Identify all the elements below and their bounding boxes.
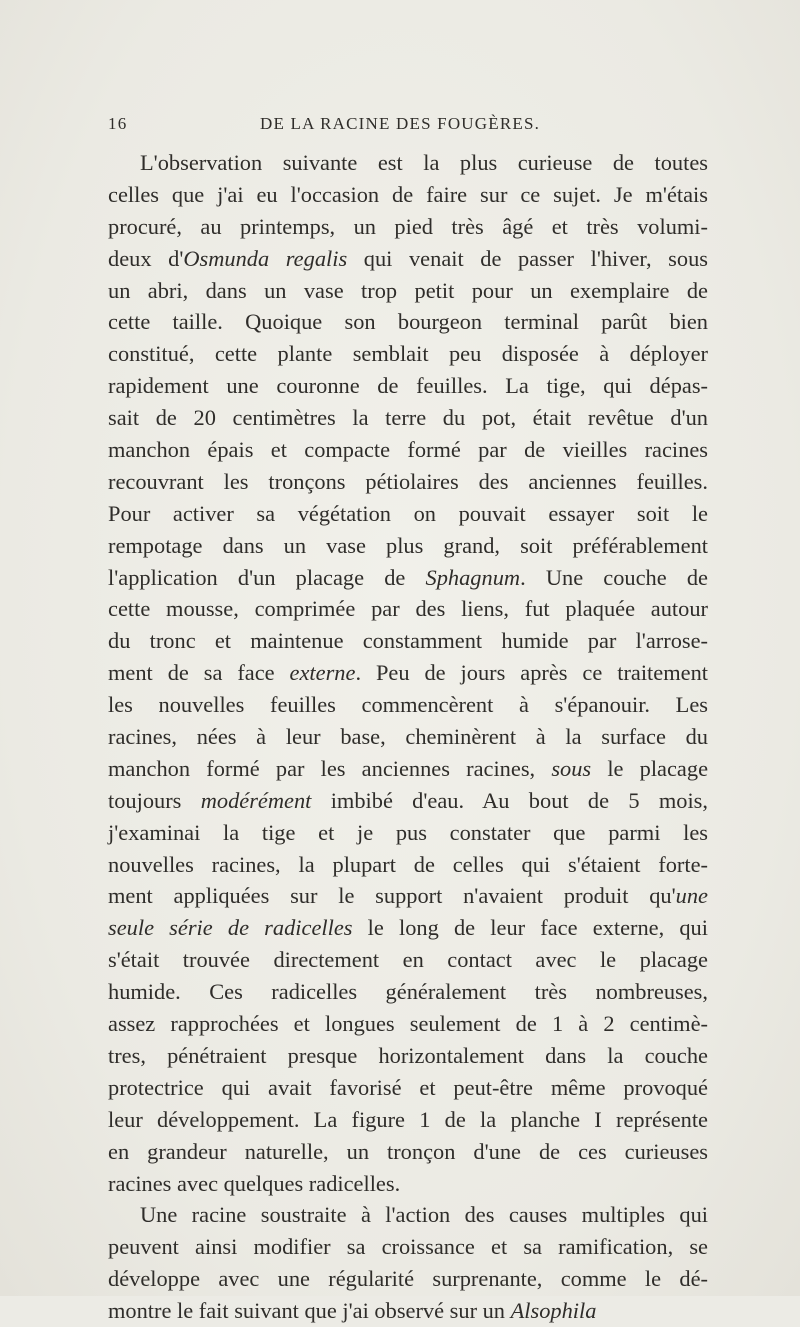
text-run: l'application d'un placage de bbox=[108, 564, 426, 590]
italic-term: une bbox=[675, 883, 708, 909]
text-line bbox=[108, 562, 708, 594]
text-run: les nouvelles feuilles commencèrent à s'épanouir. Les bbox=[108, 692, 708, 718]
text-run: . Peu de jours après ce traitement bbox=[355, 660, 708, 686]
text-line bbox=[108, 1263, 708, 1295]
text-line bbox=[108, 275, 708, 307]
text-line bbox=[108, 657, 708, 689]
text-line bbox=[108, 593, 708, 625]
text-run: imbibé d'eau. Au bout de 5 mois, bbox=[311, 787, 708, 813]
italic-term: externe bbox=[289, 660, 356, 686]
text-line bbox=[108, 625, 708, 657]
text-run: le placage bbox=[591, 755, 709, 781]
text-line bbox=[108, 1295, 708, 1327]
text-run: rapidement une couronne de feuilles. La tige, qui dépas- bbox=[108, 373, 708, 399]
text-run: recouvrant les tronçons pétiolaires des anciennes feuilles. bbox=[108, 468, 708, 494]
italic-term: sous bbox=[551, 755, 592, 781]
text-run: leur développement. La figure 1 de la planche I représente bbox=[108, 1106, 708, 1132]
text-line bbox=[108, 338, 708, 370]
text-line bbox=[108, 402, 708, 434]
text-line bbox=[108, 1072, 708, 1104]
text-run: manchon formé par les anciennes racines, bbox=[108, 755, 552, 781]
text-line bbox=[108, 912, 708, 944]
italic-term: seule série de radicelles bbox=[108, 915, 353, 941]
text-run: cette mousse, comprimée par des liens, fut plaquée autour bbox=[108, 596, 708, 622]
text-run: ment appliquées sur le support n'avaient produit qu' bbox=[108, 883, 676, 909]
text-line bbox=[108, 880, 708, 912]
text-line bbox=[108, 753, 708, 785]
text-run: montre le fait suivant que j'ai observé sur un bbox=[108, 1298, 511, 1324]
text-run: j'examinai la tige et je pus constater que parmi les bbox=[108, 819, 708, 845]
text-run: qui venait de passer l'hiver, sous bbox=[347, 245, 708, 271]
text-line bbox=[108, 243, 708, 275]
page-number: 16 bbox=[108, 114, 128, 133]
text-run: rempotage dans un vase plus grand, soit préférablement bbox=[108, 532, 708, 558]
italic-term: modérément bbox=[200, 787, 312, 813]
text-run: nouvelles racines, la plupart de celles qui s'étaient forte- bbox=[108, 851, 708, 877]
text-line bbox=[108, 689, 708, 721]
text-run: le long de leur face externe, qui bbox=[352, 915, 708, 941]
italic-term: Osmunda regalis bbox=[183, 245, 348, 271]
text-run: manchon épais et compacte formé par de vieilles racines bbox=[108, 437, 708, 463]
text-line bbox=[108, 530, 708, 562]
text-run: développe avec une régularité surprenante, comme le dé- bbox=[108, 1266, 708, 1292]
text-run: en grandeur naturelle, un tronçon d'une de ces curieuses bbox=[108, 1138, 708, 1164]
text-line bbox=[108, 147, 708, 179]
text-line bbox=[108, 976, 708, 1008]
text-line bbox=[108, 1231, 708, 1263]
text-run: sait de 20 centimètres la terre du pot, était revêtue d'un bbox=[108, 405, 708, 431]
text-line bbox=[108, 434, 708, 466]
text-line bbox=[108, 785, 708, 817]
text-line bbox=[108, 849, 708, 881]
text-run: un abri, dans un vase trop petit pour un exemplaire de bbox=[108, 277, 708, 303]
italic-term: Sphagnum bbox=[425, 564, 521, 590]
text-run: humide. Ces radicelles généralement très nombreuses, bbox=[108, 979, 708, 1005]
text-line bbox=[108, 370, 708, 402]
text-line bbox=[108, 1136, 708, 1168]
text-run: s'était trouvée directement en contact avec le placage bbox=[108, 947, 708, 973]
text-line bbox=[108, 944, 708, 976]
paragraph bbox=[108, 147, 708, 1199]
running-header bbox=[108, 114, 708, 138]
text-run: celles que j'ai eu l'occasion de faire sur ce sujet. Je m'étais bbox=[108, 181, 708, 207]
text-run: Pour activer sa végétation on pouvait essayer soit le bbox=[108, 500, 708, 526]
paragraph bbox=[108, 1199, 708, 1327]
text-run: L'observation suivante est la plus curieuse de toutes bbox=[140, 150, 708, 175]
text-run: ment de sa face bbox=[108, 660, 290, 686]
text-run: Une racine soustraite à l'action des causes multiples qui bbox=[140, 1202, 708, 1228]
text-run: deux d' bbox=[108, 245, 184, 271]
italic-term: Alsophila bbox=[510, 1298, 597, 1324]
text-line bbox=[108, 1008, 708, 1040]
text-run: tres, pénétraient presque horizontalement dans la couche bbox=[108, 1042, 708, 1068]
text-run: racines, nées à leur base, cheminèrent à la surface du bbox=[108, 724, 708, 750]
text-run: procuré, au printemps, un pied très âgé et très volumi- bbox=[108, 213, 708, 239]
text-line bbox=[108, 1040, 708, 1072]
text-line bbox=[108, 211, 708, 243]
text-line bbox=[108, 1168, 708, 1200]
text-run: racines avec quelques radicelles. bbox=[108, 1170, 401, 1196]
text-line bbox=[108, 466, 708, 498]
body-text bbox=[108, 147, 708, 1327]
text-line bbox=[108, 817, 708, 849]
text-line bbox=[108, 179, 708, 211]
text-line bbox=[108, 1199, 708, 1231]
text-line bbox=[108, 498, 708, 530]
text-run: assez rapprochées et longues seulement de 1 à 2 centimè- bbox=[108, 1011, 708, 1037]
running-title: DE LA RACINE DES FOUGÈRES. bbox=[260, 114, 541, 133]
text-run: peuvent ainsi modifier sa croissance et sa ramification, se bbox=[108, 1234, 708, 1260]
text-run: cette taille. Quoique son bourgeon terminal parût bien bbox=[108, 309, 708, 335]
text-line bbox=[108, 1104, 708, 1136]
text-run: du tronc et maintenue constamment humide par l'arrose- bbox=[108, 628, 708, 654]
text-line bbox=[108, 721, 708, 753]
text-run: protectrice qui avait favorisé et peut-être même provoqué bbox=[108, 1074, 708, 1100]
text-run: . Une couche de bbox=[520, 564, 708, 590]
text-run: toujours bbox=[108, 787, 201, 813]
text-run: constitué, cette plante semblait peu disposée à déployer bbox=[108, 341, 708, 367]
text-line bbox=[108, 306, 708, 338]
